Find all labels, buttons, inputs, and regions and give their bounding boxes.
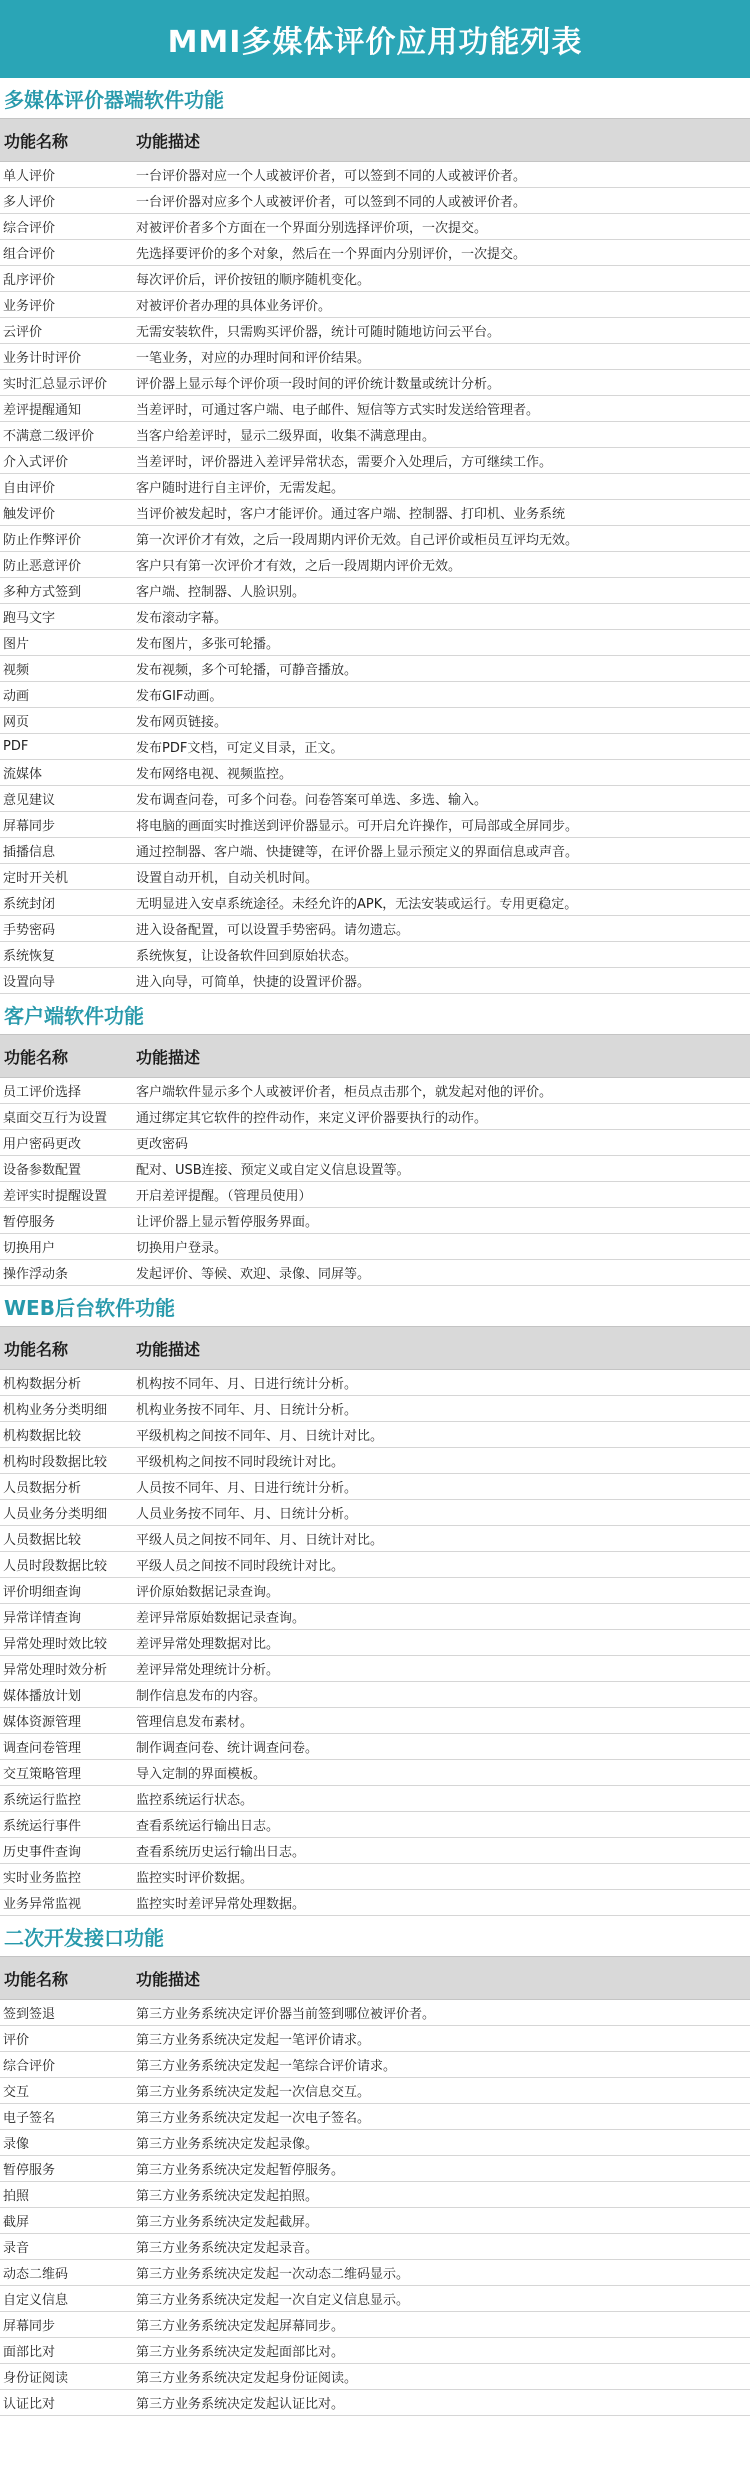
feature-description: 进入设备配置，可以设置手势密码。请勿遗忘。 <box>136 923 410 938</box>
feature-name: 业务异常监视 <box>3 1897 82 1912</box>
feature-name: 切换用户 <box>3 1241 56 1256</box>
section-heading: WEB后台软件功能 <box>4 1295 175 1320</box>
column-header-desc: 功能描述 <box>136 1047 201 1067</box>
table-row <box>0 2234 750 2260</box>
feature-description: 第三方业务系统决定发起一笔综合评价请求。 <box>136 2059 397 2074</box>
feature-description: 第三方业务系统决定发起截屏。 <box>136 2215 319 2230</box>
feature-name: 人员数据比较 <box>3 1533 82 1548</box>
feature-name: 不满意二级评价 <box>3 429 95 444</box>
table-row <box>0 1208 750 1234</box>
table-row <box>0 1156 750 1182</box>
feature-name: 实时业务监控 <box>3 1871 82 1886</box>
feature-name: 多人评价 <box>3 195 56 210</box>
feature-description: 差评异常原始数据记录查询。 <box>136 1611 306 1626</box>
section <box>0 78 750 994</box>
table-row <box>0 1682 750 1708</box>
feature-name: 历史事件查询 <box>3 1845 82 1860</box>
feature-name: 手势密码 <box>3 923 56 938</box>
feature-name: 跑马文字 <box>3 611 56 626</box>
feature-description: 发布滚动字幕。 <box>136 611 228 626</box>
feature-description: 平级人员之间按不同时段统计对比。 <box>136 1559 345 1574</box>
table-row <box>0 1448 750 1474</box>
feature-description: 人员业务按不同年、月、日统计分析。 <box>136 1507 358 1522</box>
feature-name: 乱序评价 <box>3 273 56 288</box>
feature-name: 动态二维码 <box>3 2267 69 2282</box>
feature-description: 无明显进入安卓系统途径。未经允许的APK，无法安装或运行。专用更稳定。 <box>136 897 578 912</box>
table-row <box>0 682 750 708</box>
feature-name: 拍照 <box>3 2189 30 2204</box>
feature-description: 制作信息发布的内容。 <box>136 1689 267 1704</box>
feature-name: 媒体播放计划 <box>3 1689 82 1704</box>
table-row <box>0 1500 750 1526</box>
page-title: MMI多媒体评价应用功能列表 <box>0 0 750 78</box>
table-row <box>0 2338 750 2364</box>
table-row <box>0 2000 750 2026</box>
feature-description: 通过绑定其它软件的控件动作，来定义评价器要执行的动作。 <box>136 1111 488 1126</box>
feature-description: 切换用户登录。 <box>136 1241 228 1256</box>
feature-name: 防止恶意评价 <box>3 559 82 574</box>
feature-description: 第三方业务系统决定发起认证比对。 <box>136 2397 345 2412</box>
feature-description: 平级机构之间按不同年、月、日统计对比。 <box>136 1429 384 1444</box>
feature-description: 第三方业务系统决定发起一笔评价请求。 <box>136 2033 371 2048</box>
feature-name: 系统恢复 <box>3 949 56 964</box>
table-row <box>0 318 750 344</box>
feature-name: 认证比对 <box>3 2397 56 2412</box>
feature-name: 录像 <box>3 2137 30 2152</box>
table-row <box>0 214 750 240</box>
table-row <box>0 838 750 864</box>
feature-name: 暂停服务 <box>3 2163 56 2178</box>
table-row <box>0 240 750 266</box>
table-row <box>0 1396 750 1422</box>
feature-name: PDF <box>3 739 29 754</box>
feature-name: 用户密码更改 <box>3 1137 82 1152</box>
feature-name: 人员时段数据比较 <box>3 1559 108 1574</box>
table-header <box>0 1034 750 1078</box>
feature-name: 差评提醒通知 <box>3 403 82 418</box>
feature-name: 屏幕同步 <box>3 2319 56 2334</box>
feature-name: 录音 <box>3 2241 30 2256</box>
table-row <box>0 1182 750 1208</box>
feature-description: 第三方业务系统决定发起一次动态二维码显示。 <box>136 2267 410 2282</box>
feature-name: 桌面交互行为设置 <box>3 1111 108 1126</box>
table-row <box>0 2026 750 2052</box>
feature-description: 将电脑的画面实时推送到评价器显示。可开启允许操作，可局部或全屏同步。 <box>136 819 579 834</box>
table-row <box>0 448 750 474</box>
feature-name: 图片 <box>3 637 30 652</box>
table-row <box>0 1422 750 1448</box>
feature-name: 综合评价 <box>3 221 56 236</box>
table-row <box>0 422 750 448</box>
table-row <box>0 552 750 578</box>
feature-description: 配对、USB连接、预定义或自定义信息设置等。 <box>136 1163 410 1178</box>
table-row <box>0 1708 750 1734</box>
feature-name: 设备参数配置 <box>3 1163 82 1178</box>
feature-name: 综合评价 <box>3 2059 56 2074</box>
table-row <box>0 1734 750 1760</box>
feature-name: 机构数据比较 <box>3 1429 82 1444</box>
feature-description: 第三方业务系统决定发起暂停服务。 <box>136 2163 345 2178</box>
table-row <box>0 2078 750 2104</box>
table-row <box>0 656 750 682</box>
feature-description: 客户端、控制器、人脸识别。 <box>136 585 306 600</box>
table-row <box>0 786 750 812</box>
sections-container <box>0 78 750 2416</box>
table-header <box>0 1956 750 2000</box>
feature-name: 动画 <box>3 689 30 704</box>
feature-name: 系统运行监控 <box>3 1793 82 1808</box>
table-row <box>0 1474 750 1500</box>
feature-description: 发布GIF动画。 <box>136 689 223 704</box>
feature-description: 系统恢复，让设备软件回到原始状态。 <box>136 949 358 964</box>
section-heading: 二次开发接口功能 <box>4 1925 164 1950</box>
feature-description: 对被评价者办理的具体业务评价。 <box>136 299 332 314</box>
feature-name: 系统封闭 <box>3 897 56 912</box>
table-row <box>0 1760 750 1786</box>
feature-name: 媒体资源管理 <box>3 1715 82 1730</box>
table-row <box>0 942 750 968</box>
feature-name: 网页 <box>3 715 30 730</box>
feature-name: 截屏 <box>3 2215 30 2230</box>
feature-name: 调查问卷管理 <box>3 1741 82 1756</box>
feature-name: 异常处理时效分析 <box>3 1663 108 1678</box>
feature-name: 面部比对 <box>3 2345 56 2360</box>
feature-name: 交互策略管理 <box>3 1767 82 1782</box>
table-row <box>0 1234 750 1260</box>
feature-description: 发布PDF文档，可定义目录，正文。 <box>136 741 344 756</box>
feature-name: 身份证阅读 <box>3 2371 69 2386</box>
feature-name: 触发评价 <box>3 507 56 522</box>
table-row <box>0 1656 750 1682</box>
section <box>0 1916 750 2416</box>
feature-description: 评价器上显示每个评价项一段时间的评价统计数量或统计分析。 <box>136 377 501 392</box>
table-row <box>0 2312 750 2338</box>
feature-name: 多种方式签到 <box>3 585 82 600</box>
table-row <box>0 292 750 318</box>
feature-description: 第三方业务系统决定发起一次信息交互。 <box>136 2085 371 2100</box>
feature-name: 意见建议 <box>3 793 56 808</box>
column-header-desc: 功能描述 <box>136 1339 201 1359</box>
feature-description: 评价原始数据记录查询。 <box>136 1585 280 1600</box>
feature-description: 发布调查问卷，可多个问卷。问卷答案可单选、多选、输入。 <box>136 793 488 808</box>
feature-name: 操作浮动条 <box>3 1267 69 1282</box>
table-row <box>0 864 750 890</box>
feature-description: 监控实时评价数据。 <box>136 1871 254 1886</box>
feature-description: 先选择要评价的多个对象，然后在一个界面内分别评价，一次提交。 <box>136 247 527 262</box>
feature-name: 自定义信息 <box>3 2293 69 2308</box>
feature-description: 让评价器上显示暂停服务界面。 <box>136 1215 319 1230</box>
table-header <box>0 118 750 162</box>
feature-name: 电子签名 <box>3 2111 56 2126</box>
feature-description: 管理信息发布素材。 <box>136 1715 254 1730</box>
table-row <box>0 2130 750 2156</box>
feature-name: 屏幕同步 <box>3 819 56 834</box>
table-row <box>0 2104 750 2130</box>
feature-description: 第三方业务系统决定发起身份证阅读。 <box>136 2371 358 2386</box>
table-row <box>0 916 750 942</box>
table-row <box>0 266 750 292</box>
feature-description: 发布视频，多个可轮播，可静音播放。 <box>136 663 358 678</box>
feature-description: 当差评时，可通过客户端、电子邮件、短信等方式实时发送给管理者。 <box>136 403 540 418</box>
feature-description: 监控系统运行状态。 <box>136 1793 254 1808</box>
feature-description: 当差评时，评价器进入差评异常状态，需要介入处理后，方可继续工作。 <box>136 455 553 470</box>
feature-name: 机构时段数据比较 <box>3 1455 108 1470</box>
feature-description: 机构业务按不同年、月、日统计分析。 <box>136 1403 358 1418</box>
table-row <box>0 2156 750 2182</box>
feature-description: 开启差评提醒。（管理员使用） <box>136 1189 312 1204</box>
table-row <box>0 1526 750 1552</box>
feature-description: 查看系统历史运行输出日志。 <box>136 1845 306 1860</box>
feature-name: 流媒体 <box>3 767 43 782</box>
feature-description: 发布网页链接。 <box>136 715 228 730</box>
table-row <box>0 1630 750 1656</box>
feature-description: 第三方业务系统决定发起录音。 <box>136 2241 319 2256</box>
feature-description: 通过控制器、客户端、快捷键等，在评价器上显示预定义的界面信息或声音。 <box>136 845 579 860</box>
feature-description: 第三方业务系统决定发起屏幕同步。 <box>136 2319 345 2334</box>
feature-description: 一笔业务，对应的办理时间和评价结果。 <box>136 351 371 366</box>
feature-description: 第三方业务系统决定发起一次自定义信息显示。 <box>136 2293 410 2308</box>
table-row <box>0 1078 750 1104</box>
feature-name: 人员数据分析 <box>3 1481 82 1496</box>
feature-name: 异常详情查询 <box>3 1611 82 1626</box>
feature-description: 平级人员之间按不同年、月、日统计对比。 <box>136 1533 384 1548</box>
table-row <box>0 578 750 604</box>
table-row <box>0 2052 750 2078</box>
feature-description: 第一次评价才有效，之后一段周期内评价无效。自己评价或柜员互评均无效。 <box>136 533 579 548</box>
feature-description: 发起评价、等候、欢迎、录像、同屏等。 <box>136 1267 371 1282</box>
feature-name: 防止作弊评价 <box>3 533 82 548</box>
feature-name: 组合评价 <box>3 247 56 262</box>
table-row <box>0 1260 750 1286</box>
feature-description: 对被评价者多个方面在一个界面分别选择评价项，一次提交。 <box>136 221 488 236</box>
column-header-desc: 功能描述 <box>136 1969 201 1989</box>
table-row <box>0 1552 750 1578</box>
feature-name: 机构数据分析 <box>3 1377 82 1392</box>
feature-description: 发布图片，多张可轮播。 <box>136 637 280 652</box>
feature-name: 评价明细查询 <box>3 1585 82 1600</box>
feature-description: 一台评价器对应一个人或被评价者，可以签到不同的人或被评价者。 <box>136 169 527 184</box>
feature-name: 实时汇总显示评价 <box>3 377 108 392</box>
feature-name: 设置向导 <box>3 975 56 990</box>
table-row <box>0 1104 750 1130</box>
feature-name: 业务计时评价 <box>3 351 82 366</box>
table-row <box>0 1370 750 1396</box>
table-row <box>0 188 750 214</box>
feature-name: 签到签退 <box>3 2007 56 2022</box>
table-row <box>0 630 750 656</box>
feature-description: 当评价被发起时，客户才能评价。通过客户端、控制器、打印机、业务系统 <box>136 507 566 522</box>
feature-description: 导入定制的界面模板。 <box>136 1767 267 1782</box>
table-row <box>0 1786 750 1812</box>
feature-name: 差评实时提醒设置 <box>3 1189 108 1204</box>
column-header-name: 功能名称 <box>4 1969 69 1989</box>
feature-name: 介入式评价 <box>3 455 69 470</box>
feature-description: 差评异常处理数据对比。 <box>136 1637 280 1652</box>
table-row <box>0 526 750 552</box>
feature-name: 云评价 <box>3 325 43 340</box>
column-header-desc: 功能描述 <box>136 131 201 151</box>
feature-name: 视频 <box>3 663 30 678</box>
table-row <box>0 396 750 422</box>
column-header-name: 功能名称 <box>4 131 69 151</box>
table-row <box>0 890 750 916</box>
feature-description: 进入向导，可简单，快捷的设置评价器。 <box>136 975 371 990</box>
feature-description: 第三方业务系统决定评价器当前签到哪位被评价者。 <box>136 2007 436 2022</box>
feature-description: 平级机构之间按不同时段统计对比。 <box>136 1455 345 1470</box>
table-row <box>0 344 750 370</box>
feature-description: 监控实时差评异常处理数据。 <box>136 1897 306 1912</box>
feature-description: 制作调查问卷、统计调查问卷。 <box>136 1741 319 1756</box>
feature-name: 异常处理时效比较 <box>3 1637 108 1652</box>
table-row <box>0 162 750 188</box>
feature-description: 发布网络电视、视频监控。 <box>136 767 293 782</box>
feature-description: 当客户给差评时，显示二级界面，收集不满意理由。 <box>136 429 436 444</box>
table-row <box>0 2182 750 2208</box>
feature-description: 人员按不同年、月、日进行统计分析。 <box>136 1481 358 1496</box>
table-row <box>0 1604 750 1630</box>
feature-description: 第三方业务系统决定发起一次电子签名。 <box>136 2111 371 2126</box>
table-row <box>0 1838 750 1864</box>
feature-description: 第三方业务系统决定发起拍照。 <box>136 2189 319 2204</box>
feature-description: 更改密码 <box>136 1137 189 1152</box>
table-row <box>0 1578 750 1604</box>
table-row <box>0 2286 750 2312</box>
table-row <box>0 2208 750 2234</box>
table-row <box>0 734 750 760</box>
table-row <box>0 968 750 994</box>
table-row <box>0 2260 750 2286</box>
section-heading: 客户端软件功能 <box>4 1003 144 1028</box>
table-row <box>0 500 750 526</box>
table-row <box>0 370 750 396</box>
table-row <box>0 708 750 734</box>
feature-description: 机构按不同年、月、日进行统计分析。 <box>136 1377 358 1392</box>
table-row <box>0 812 750 838</box>
feature-name: 员工评价选择 <box>3 1085 82 1100</box>
feature-description: 查看系统运行输出日志。 <box>136 1819 280 1834</box>
table-row <box>0 760 750 786</box>
feature-description: 每次评价后，评价按钮的顺序随机变化。 <box>136 273 371 288</box>
feature-description: 设置自动开机，自动关机时间。 <box>136 871 319 886</box>
feature-name: 暂停服务 <box>3 1215 56 1230</box>
feature-name: 系统运行事件 <box>3 1819 82 1834</box>
feature-name: 单人评价 <box>3 169 56 184</box>
feature-description: 无需安装软件，只需购买评价器，统计可随时随地访问云平台。 <box>136 325 501 340</box>
table-row <box>0 1130 750 1156</box>
table-row <box>0 474 750 500</box>
feature-name: 定时开关机 <box>3 871 69 886</box>
feature-description: 第三方业务系统决定发起录像。 <box>136 2137 319 2152</box>
table-row <box>0 604 750 630</box>
table-row <box>0 1890 750 1916</box>
feature-name: 机构业务分类明细 <box>3 1403 108 1418</box>
feature-name: 插播信息 <box>3 845 56 860</box>
table-row <box>0 1864 750 1890</box>
feature-name: 自由评价 <box>3 481 56 496</box>
feature-description: 一台评价器对应多个人或被评价者，可以签到不同的人或被评价者。 <box>136 195 527 210</box>
table-header <box>0 1326 750 1370</box>
feature-description: 客户只有第一次评价才有效，之后一段周期内评价无效。 <box>136 559 462 574</box>
section <box>0 994 750 1286</box>
table-row <box>0 1812 750 1838</box>
feature-name: 交互 <box>3 2085 30 2100</box>
feature-name: 评价 <box>3 2033 30 2048</box>
feature-name: 业务评价 <box>3 299 56 314</box>
feature-name: 人员业务分类明细 <box>3 1507 108 1522</box>
feature-description: 客户端软件显示多个人或被评价者，柜员点击那个，就发起对他的评价。 <box>136 1085 553 1100</box>
column-header-name: 功能名称 <box>4 1047 69 1067</box>
section <box>0 1286 750 1916</box>
feature-description: 客户随时进行自主评价，无需发起。 <box>136 481 345 496</box>
column-header-name: 功能名称 <box>4 1339 69 1359</box>
table-row <box>0 2390 750 2416</box>
feature-description: 第三方业务系统决定发起面部比对。 <box>136 2345 345 2360</box>
section-heading: 多媒体评价器端软件功能 <box>4 87 224 112</box>
feature-description: 差评异常处理统计分析。 <box>136 1663 280 1678</box>
table-row <box>0 2364 750 2390</box>
